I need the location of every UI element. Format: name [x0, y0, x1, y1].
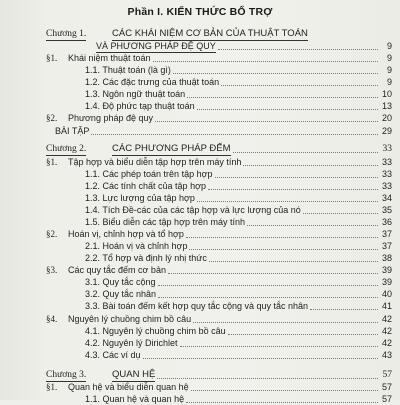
toc-entry-title: 1.2. Các tính chất của tập hợp	[85, 181, 206, 191]
toc-entry-page-number: 33	[381, 181, 392, 191]
toc-entry	[46, 52, 392, 64]
toc-entry-title: Các quy tắc đếm cơ bản	[68, 265, 166, 275]
toc-entry	[46, 349, 392, 361]
toc-entry-label: §3.	[46, 265, 58, 275]
toc-entry-page-number: 57	[381, 382, 392, 392]
toc-entry-label: §1.	[46, 382, 58, 392]
dot-leader	[168, 264, 378, 274]
dot-leader	[180, 337, 378, 347]
toc-entry-page-number: 42	[381, 338, 392, 348]
toc-entry-title: CÁC KHÁI NIỆM CƠ BẢN CỦA THUẬT TOÁN	[112, 28, 308, 39]
toc-entry-title: QUAN HỆ	[112, 369, 156, 380]
toc-entry	[46, 381, 392, 393]
dot-leader	[208, 180, 378, 190]
toc-entry	[46, 228, 392, 240]
toc-entry	[46, 369, 392, 381]
toc-entry-title: 2.2. Tổ hợp và định lý nhị thức	[85, 253, 207, 263]
toc-entry-title: 3.3. Bài toán đếm kết hợp quy tắc cộng và quy tắc nhân	[85, 301, 309, 311]
toc-entry-title: Nguyên lý chuồng chim bồ câu	[68, 314, 192, 324]
toc-entry	[46, 143, 392, 155]
dot-leader	[193, 313, 378, 323]
toc-entry-title: CÁC PHƯƠNG PHÁP ĐẾM	[112, 143, 231, 154]
toc-entry-title: 1.4. Độ phức tạp thuật toán	[85, 101, 195, 111]
dot-leader	[157, 369, 378, 379]
dot-leader	[158, 276, 378, 286]
toc-entry-title: 1.4. Tích Đề-các của các tập hợp và lực lượng của nó	[85, 205, 301, 215]
toc-entry-title: 1.5. Biểu diễn các tập hợp trên máy tính	[85, 217, 245, 227]
toc-entry-page-number: 39	[381, 265, 392, 275]
dot-leader	[191, 381, 378, 391]
toc-entry-page-number: 37	[381, 229, 392, 239]
toc-entry-title: 1.1. Quan hệ và quan hệ	[85, 394, 185, 404]
toc-entry	[46, 216, 392, 228]
toc-entry-title: 1.1. Các phép toán trên tập hợp	[85, 169, 213, 179]
toc-entry-page-number: 42	[381, 326, 392, 336]
toc-entry	[46, 112, 392, 124]
toc-entry	[46, 88, 392, 100]
toc-entry-title: VÀ PHƯƠNG PHÁP ĐỆ QUY	[96, 41, 216, 51]
dot-leader	[189, 240, 378, 250]
toc-entry-label: §1.	[46, 53, 58, 63]
toc-entry-page-number: 9	[386, 65, 392, 75]
toc-entry-title: 1.3. Lực lượng của tập hợp	[85, 193, 195, 203]
toc-entry-page-number: 38	[381, 253, 392, 263]
toc-entry-label: §2.	[46, 113, 58, 123]
dot-leader	[173, 64, 378, 74]
toc-entry	[46, 168, 392, 180]
toc-entry-title: 4.3. Các ví dụ	[85, 350, 141, 360]
dot-leader	[143, 349, 378, 359]
toc-entry	[46, 28, 392, 40]
toc-entry	[46, 393, 392, 405]
toc-entry-page-number: 33	[381, 169, 392, 179]
toc-entry-page-number: 40	[381, 289, 392, 299]
toc-entry-title: Phương pháp đệ quy	[68, 113, 153, 123]
dot-leader	[215, 168, 378, 178]
dot-leader	[310, 300, 378, 310]
toc-entry-title: Hoán vị, chỉnh hợp và tổ hợp	[68, 229, 184, 239]
toc-entry-page-number: 41	[381, 301, 392, 311]
toc-entry-title: 3.2. Quy tắc nhân	[85, 289, 157, 299]
toc-entry-label: §2.	[46, 229, 58, 239]
toc-entry	[46, 264, 392, 276]
toc-entry-title: 1.2. Các đặc trưng của thuật toán	[85, 77, 220, 87]
toc-entry-page-number: 34	[381, 193, 392, 203]
dot-leader	[186, 228, 378, 238]
toc-entry-page-number: 37	[381, 241, 392, 251]
toc-entry-page-number: 39	[381, 277, 392, 287]
toc-entry	[46, 156, 392, 168]
toc-entry-label: Chương 2.	[46, 144, 87, 154]
toc-entry-page-number: 35	[381, 205, 392, 215]
toc-entry-title: 1.1. Thuật toán (là gì)	[85, 65, 171, 75]
toc-entry	[46, 192, 392, 204]
toc-entry-title: 3.1. Quy tắc cộng	[85, 277, 156, 287]
toc-entry-label: §1.	[46, 157, 58, 167]
dot-leader	[158, 288, 378, 298]
dot-leader	[197, 192, 378, 202]
dot-leader	[209, 252, 378, 262]
toc-entry-title: 4.2. Nguyên lý Dirichlet	[85, 338, 178, 348]
dot-leader	[186, 393, 378, 403]
toc-entry	[46, 204, 392, 216]
toc-entry	[46, 300, 392, 312]
toc-entry-page-number: 9	[386, 53, 392, 63]
toc-entry-page-number: 57	[381, 394, 392, 404]
dot-leader	[233, 143, 378, 153]
toc-entry	[46, 180, 392, 192]
toc-entry	[46, 100, 392, 112]
toc-entry-title: Quan hệ và biểu diễn quan hệ	[68, 382, 189, 392]
toc-entry-title: 1.3. Ngôn ngữ thuật toán	[85, 89, 186, 99]
toc-entry-label: §4.	[46, 314, 58, 324]
toc-entry	[46, 313, 392, 325]
toc-entry-page-number: 36	[381, 217, 392, 227]
toc-entry-page-number: 29	[381, 126, 392, 136]
dot-leader	[91, 125, 378, 135]
toc-entry-page-number: 13	[381, 101, 392, 111]
toc-entry	[46, 64, 392, 76]
toc-entry-title: Tập hợp và biểu diễn tập hợp trên máy tính	[68, 157, 242, 167]
toc-entry	[46, 325, 392, 337]
toc-entry-label: Chương 1.	[46, 29, 87, 39]
toc-entry-title: BÀI TẬP	[55, 126, 90, 136]
dot-leader	[153, 52, 378, 62]
dot-leader	[187, 88, 378, 98]
toc-entry	[46, 240, 392, 252]
toc-entry-page-number: 33	[381, 157, 392, 167]
toc-entry-page-number: 9	[386, 41, 392, 51]
dot-leader	[221, 76, 378, 86]
toc-entry-page-number: 42	[381, 314, 392, 324]
toc-entry-page-number: 20	[381, 113, 392, 123]
toc-entry	[46, 40, 392, 52]
dot-leader	[197, 100, 378, 110]
dot-leader	[228, 325, 378, 335]
toc-entry-title: 2.1. Hoán vị và chỉnh hợp	[85, 241, 188, 251]
toc-entry	[46, 76, 392, 88]
page-title: Phần I. KIẾN THỨC BỔ TRỢ	[127, 6, 273, 18]
toc-entry	[46, 337, 392, 349]
dot-leader	[218, 40, 378, 50]
toc-entry-page-number: 33	[382, 144, 392, 154]
toc-entry-title: Khái niệm thuật toán	[68, 53, 151, 63]
toc-entry-page-number: 57	[382, 370, 392, 380]
toc-entry	[46, 276, 392, 288]
toc-entry	[46, 288, 392, 300]
toc-entry-label: Chương 3.	[46, 370, 87, 380]
toc-entry-page-number: 9	[386, 77, 392, 87]
toc-entry	[46, 125, 392, 137]
dot-leader	[247, 216, 378, 226]
dot-leader	[155, 112, 378, 122]
toc-entry-page-number: 43	[381, 350, 392, 360]
dot-leader	[303, 204, 378, 214]
toc-entry-page-number: 10	[381, 89, 392, 99]
toc-entry	[46, 252, 392, 264]
dot-leader	[243, 156, 378, 166]
toc-entry-title: 4.1. Nguyên lý chuồng chim bồ câu	[85, 326, 226, 336]
